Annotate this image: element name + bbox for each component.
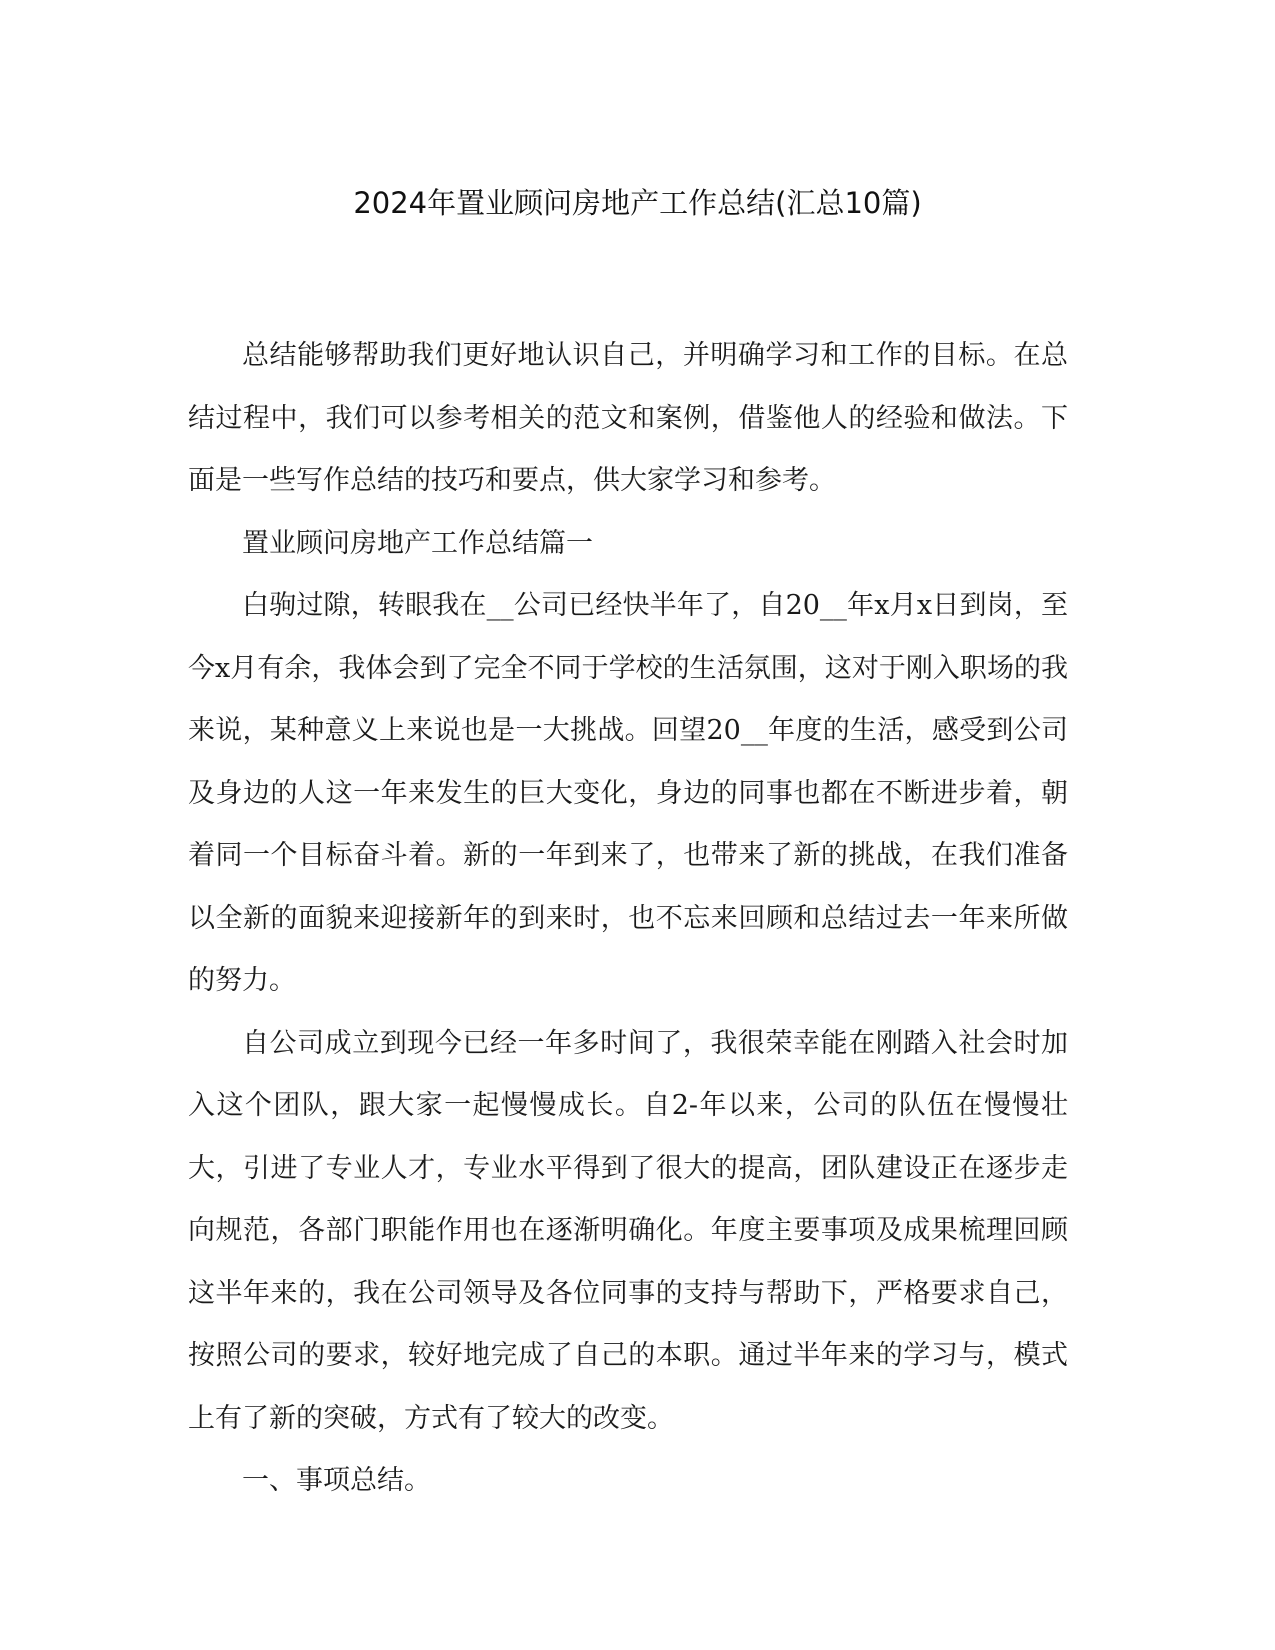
- body-paragraph: 自公司成立到现今已经一年多时间了，我很荣幸能在刚踏入社会时加入这个团队，跟大家一起慢慢成长。自2-年以来，公司的队伍在慢慢壮大，引进了专业人才，专业水平得到了很大的提高，团队建设正在逐步走向规范，各部门职能作用也在逐渐明确化。年度主要事项及成果梳理回顾这半年来的，我在公司领导及各位同事的支持与帮助下，严格要求自己，按照公司的要求，较好地完成了自己的本职。通过半年来的学习与，模式上有了新的突破，方式有了较大的改变。: [188, 1027, 1068, 1434]
- subsection-heading: 一、事项总结。: [242, 1465, 431, 1496]
- section-heading: 置业顾问房地产工作总结篇一: [242, 527, 593, 559]
- document-title: 2024年置业顾问房地产工作总结(汇总10篇): [353, 186, 922, 220]
- body-paragraph: 白驹过隙，转眼我在__公司已经快半年了，自20__年x月x日到岗，至今x月有余，我体会到了完全不同于学校的生活氛围，这对于刚入职场的我来说，某种意义上来说也是一大挑战。回望20__年度的生活，感受到公司及身边的人这一年来发生的巨大变化，身边的同事也都在不断进步着，朝着同一个目标奋斗着。新的一年到来了，也带来了新的挑战，在我们准备以全新的面貌来迎接新年的到来时，也不忘来回顾和总结过去一年来所做的努力。: [188, 590, 1068, 996]
- intro-paragraph: 总结能够帮助我们更好地认识自己，并明确学习和工作的目标。在总结过程中，我们可以参考相关的范文和案例，借鉴他人的经验和做法。下面是一些写作总结的技巧和要点，供大家学习和参考。: [188, 340, 1068, 496]
- document-body: [188, 325, 1068, 1513]
